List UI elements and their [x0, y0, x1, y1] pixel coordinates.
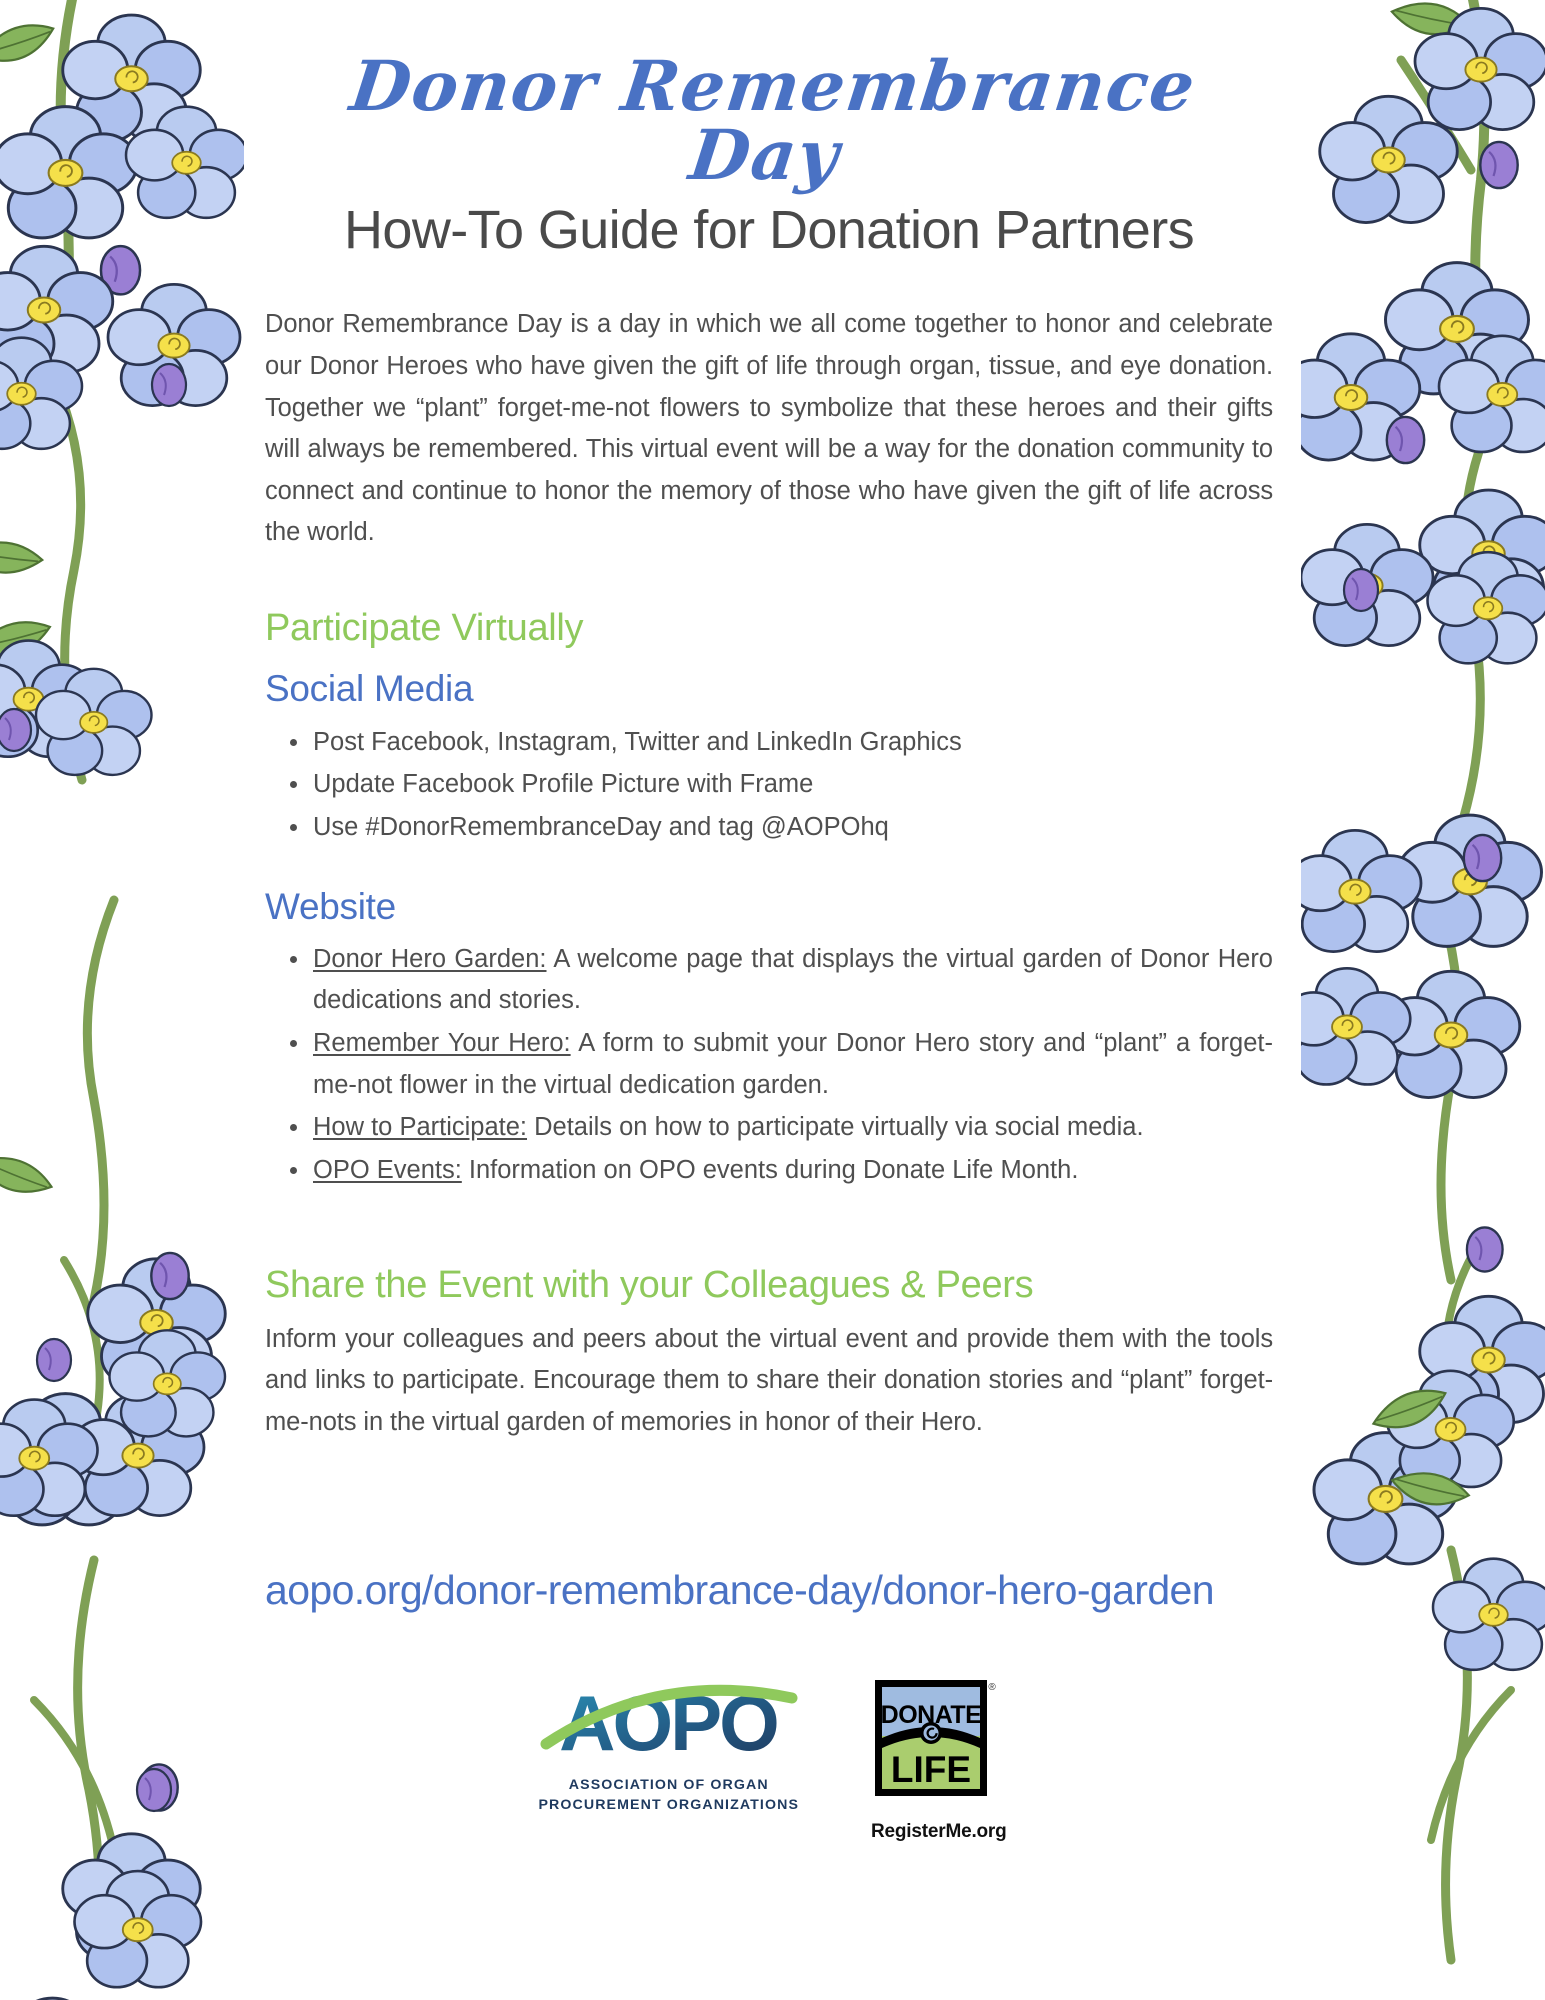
share-paragraph: Inform your colleagues and peers about the virtual event and provide them with the tools and links to participate. Encourage them to share their donation stories and “plant” forget-me-nots in the virtual garden of memories in honor of their Hero.	[265, 1324, 1273, 1436]
link-label[interactable]: OPO Events:	[313, 1155, 462, 1184]
share-section	[265, 1263, 1273, 1443]
script-title: Donor Remembrance Day	[346, 46, 1201, 196]
donate-life-logo	[871, 1672, 1007, 1843]
aopo-logo	[538, 1672, 799, 1815]
logo-row	[0, 1672, 1545, 1843]
website-list	[265, 939, 1273, 1191]
list-item-text: Update Facebook Profile Picture with Frame	[313, 770, 814, 799]
subsection-heading-social-media: Social Media	[265, 668, 474, 710]
list-item	[265, 1150, 1273, 1192]
page-title: How-To Guide for Donation Partners	[343, 200, 1194, 260]
list-item-text: Use #DonorRemembranceDay and tag @AOPOhq	[313, 812, 889, 841]
link-label[interactable]: Remember Your Hero:	[313, 1029, 571, 1058]
section-heading-participate-virtually: Participate Virtually	[265, 606, 584, 649]
aopo-tagline-line2: PROCUREMENT ORGANIZATIONS	[538, 1796, 800, 1813]
svg-text:DONATE: DONATE	[880, 1701, 982, 1729]
list-item-text: Information on OPO events during Donate Life Month.	[461, 1155, 1079, 1184]
subsection-heading-website: Website	[265, 885, 396, 927]
svg-text:LIFE: LIFE	[890, 1749, 972, 1790]
list-item-text: Post Facebook, Instagram, Twitter and LinkedIn Graphics	[313, 727, 962, 756]
registerme-caption: RegisterMe.org	[871, 1821, 1007, 1842]
list-item	[265, 722, 1273, 764]
list-item	[265, 807, 1273, 849]
list-item-text: A form to submit your Donor Hero story and “plant” a forget-me-not flower in the virtual dedication garden.	[313, 1029, 1273, 1099]
donate-life-badge-icon	[871, 1676, 999, 1808]
list-item	[265, 939, 1273, 1022]
section-heading-share-event: Share the Event with your Colleagues & Peers	[265, 1264, 1034, 1307]
intro-paragraph: Donor Remembrance Day is a day in which we all come together to honor and celebrate our Donor Heroes who have given the gift of life through organ, tissue, and eye donation. Together we “plant” forget-me-not flowers to symbolize that these heroes and their gifts will always be remembered. This virtual event will be a way for the donation community to connect and continue to honor the memory of those who have given the gift of life across the world.	[265, 310, 1273, 547]
aopo-tagline	[538, 1776, 799, 1815]
list-item-text: A welcome page that displays the virtual garden of Donor Hero dedications and stories.	[313, 944, 1273, 1015]
social-media-list	[265, 722, 1273, 849]
list-item	[265, 764, 1273, 806]
aopo-wordmark-icon	[538, 1672, 798, 1764]
list-item-text: Details on how to participate virtually via social media.	[527, 1113, 1144, 1142]
list-item	[265, 1107, 1273, 1149]
link-label[interactable]: How to Participate:	[313, 1113, 528, 1142]
website-url-link[interactable]: aopo.org/donor-remembrance-day/donor-hero-garden	[265, 1566, 1214, 1613]
svg-text:AOPO: AOPO	[559, 1679, 778, 1764]
list-item	[265, 1023, 1273, 1106]
link-label[interactable]: Donor Hero Garden:	[313, 944, 547, 973]
aopo-tagline-line1: ASSOCIATION OF ORGAN	[568, 1777, 769, 1793]
svg-text:®: ®	[988, 1682, 996, 1693]
